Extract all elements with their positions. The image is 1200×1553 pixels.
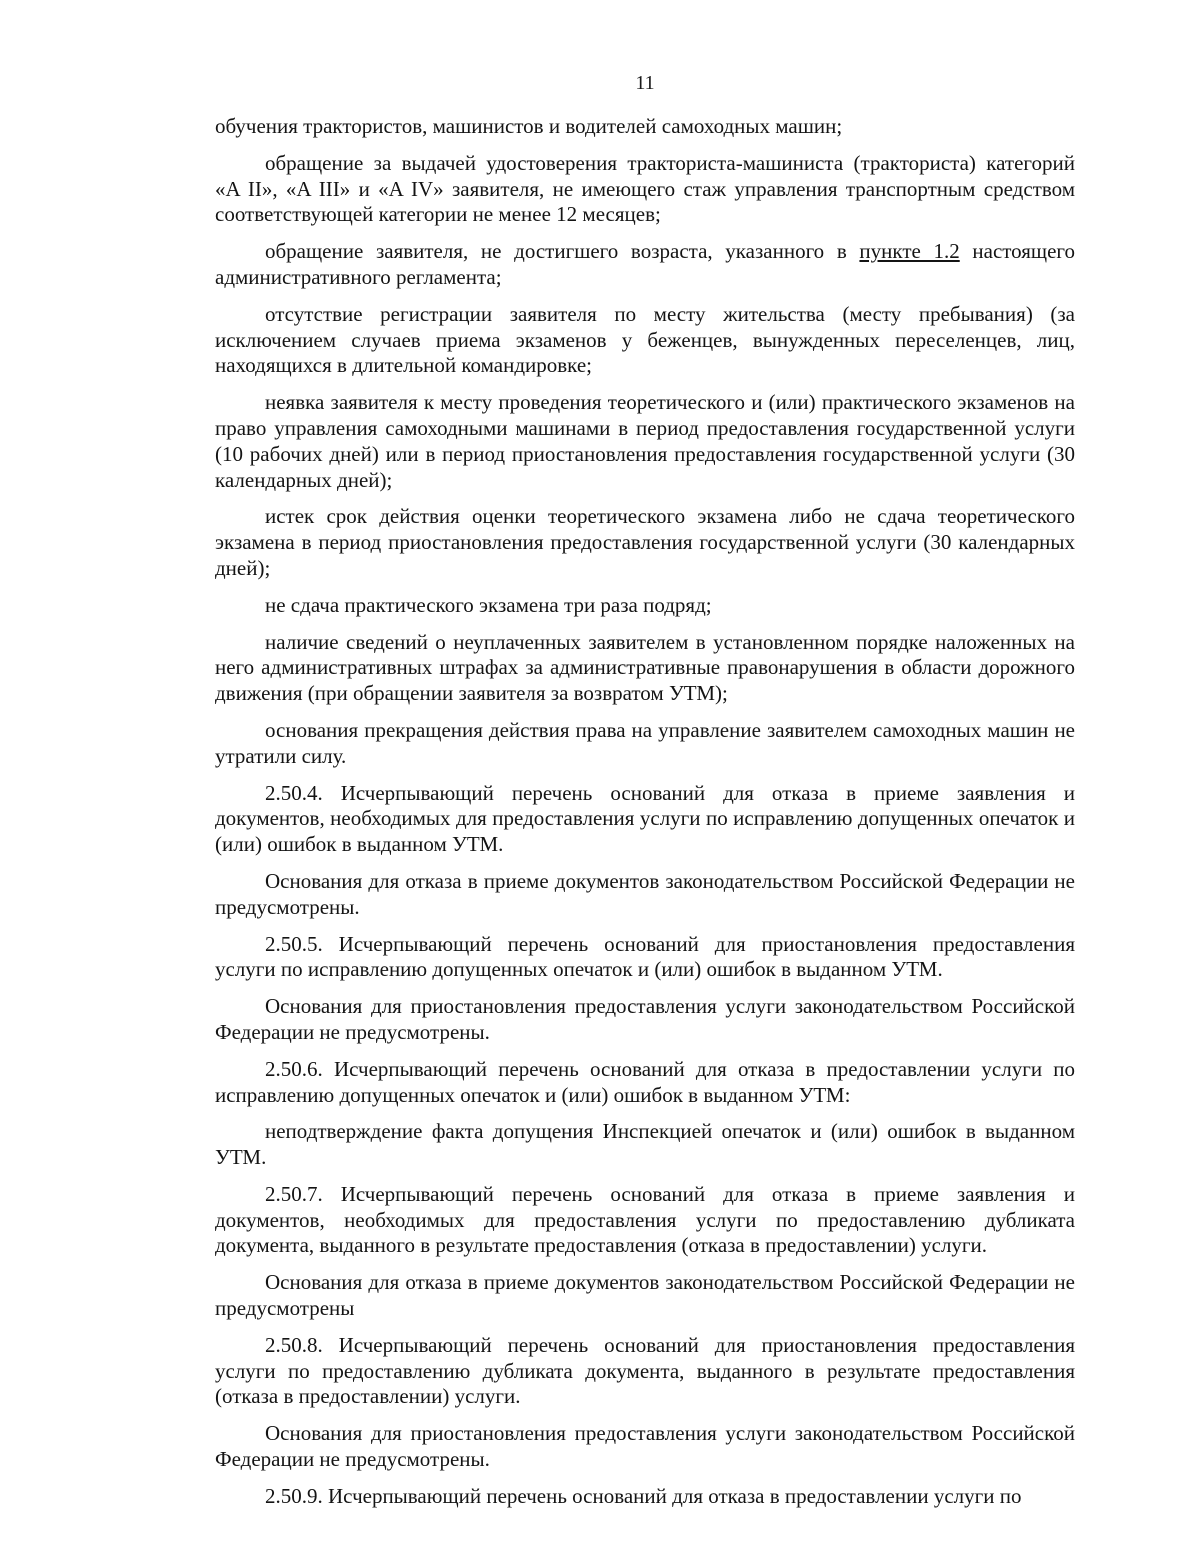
paragraph-error-not-confirmed: неподтверждение факта допущения Инспекцией опечаток и (или) ошибок в выданном УТМ. bbox=[215, 1119, 1075, 1170]
paragraph-no-suspension-grounds-1: Основания для приостановления предоставления услуги законодательством Российской Федерации не предусмотрены. bbox=[215, 994, 1075, 1044]
paragraph-section-2-50-6: 2.50.6. Исчерпывающий перечень оснований для отказа в предоставлении услуги по исправлению допущенных опечаток и (или) ошибок в выданном УТМ: bbox=[215, 1056, 1075, 1107]
paragraph-section-2-50-5: 2.50.5. Исчерпывающий перечень оснований для приостановления предоставления услуги по исправлению допущенных опечаток и (или) ошибок в выданном УТМ. bbox=[215, 931, 1075, 982]
paragraph-unpaid-fines: наличие сведений о неуплаченных заявителем в установленном порядке наложенных на него административных штрафах за административные правонарушения в области дорожного движения (при обращении заявителя за возвратом УТМ); bbox=[215, 629, 1075, 706]
paragraph-continuation: обучения трактористов, машинистов и водителей самоходных машин; bbox=[215, 114, 843, 138]
paragraph-no-registration: отсутствие регистрации заявителя по месту жительства (месту пребывания) (за исключением случаев приема экзаменов у беженцев, вынужденных переселенцев, лиц, находящихся в длительной командировке; bbox=[215, 301, 1075, 378]
paragraph-license-category-experience: обращение за выдачей удостоверения тракториста-машиниста (тракториста) категорий «A II», «A III» и «A IV» заявителя, не имеющего стаж управления транспортным средством соответствующей категории не менее 12 месяцев; bbox=[215, 150, 1075, 227]
paragraph-section-2-50-8: 2.50.8. Исчерпывающий перечень оснований для приостановления предоставления услуги по предоставлению дубликата документа, выданного в результате предоставления (отказа в предоставлении) услуги. bbox=[215, 1332, 1075, 1409]
paragraph-practical-exam-failed: не сдача практического экзамена три раза подряд; bbox=[265, 592, 712, 617]
paragraph-no-show-exam: неявка заявителя к месту проведения теоретического и (или) практического экзаменов на право управления самоходными машинами в период предоставления государственной услуги (10 рабочих дней) или в период приостановления предоставления государственной услуги (30 календарных дней); bbox=[215, 390, 1075, 492]
paragraph-age-text-before: обращение заявителя, не достигшего возраста, указанного в bbox=[265, 239, 860, 264]
paragraph-section-2-50-9: 2.50.9. Исчерпывающий перечень оснований для отказа в предоставлении услуги по bbox=[265, 1483, 1022, 1508]
paragraph-termination-grounds: основания прекращения действия права на управление заявителем самоходных машин не утратили силу. bbox=[215, 717, 1075, 768]
paragraph-section-2-50-4: 2.50.4. Исчерпывающий перечень оснований для отказа в приеме заявления и документов, необходимых для предоставления услуги по исправлению допущенных опечаток и (или) ошибок в выданном УТМ. bbox=[215, 780, 1075, 857]
paragraph-section-2-50-7: 2.50.7. Исчерпывающий перечень оснований для отказа в приеме заявления и документов, необходимых для предоставления услуги по предоставлению дубликата документа, выданного в результате предоставления (отказа в предоставлении) услуги. bbox=[215, 1181, 1075, 1258]
paragraph-age-requirement bbox=[215, 239, 1075, 291]
clause-reference-link[interactable]: пункте 1.2 bbox=[859, 239, 960, 264]
paragraph-age-text-after: настоящего административного регламента; bbox=[215, 239, 1076, 289]
paragraph-no-refusal-grounds-1: Основания для отказа в приеме документов законодательством Российской Федерации не предусмотрены. bbox=[215, 868, 1075, 919]
paragraph-no-suspension-grounds-2: Основания для приостановления предоставления услуги законодательством Российской Федерации не предусмотрены. bbox=[215, 1421, 1075, 1472]
document-body bbox=[215, 114, 1075, 1521]
page-number: 11 bbox=[635, 72, 655, 94]
paragraph-no-refusal-grounds-2: Основания для отказа в приеме документов законодательством Российской Федерации не предусмотрены bbox=[215, 1270, 1075, 1321]
paragraph-theory-exam-expired: истек срок действия оценки теоретического экзамена либо не сдача теоретического экзамена в период приостановления предоставления государственной услуги (30 календарных дней); bbox=[215, 504, 1075, 580]
